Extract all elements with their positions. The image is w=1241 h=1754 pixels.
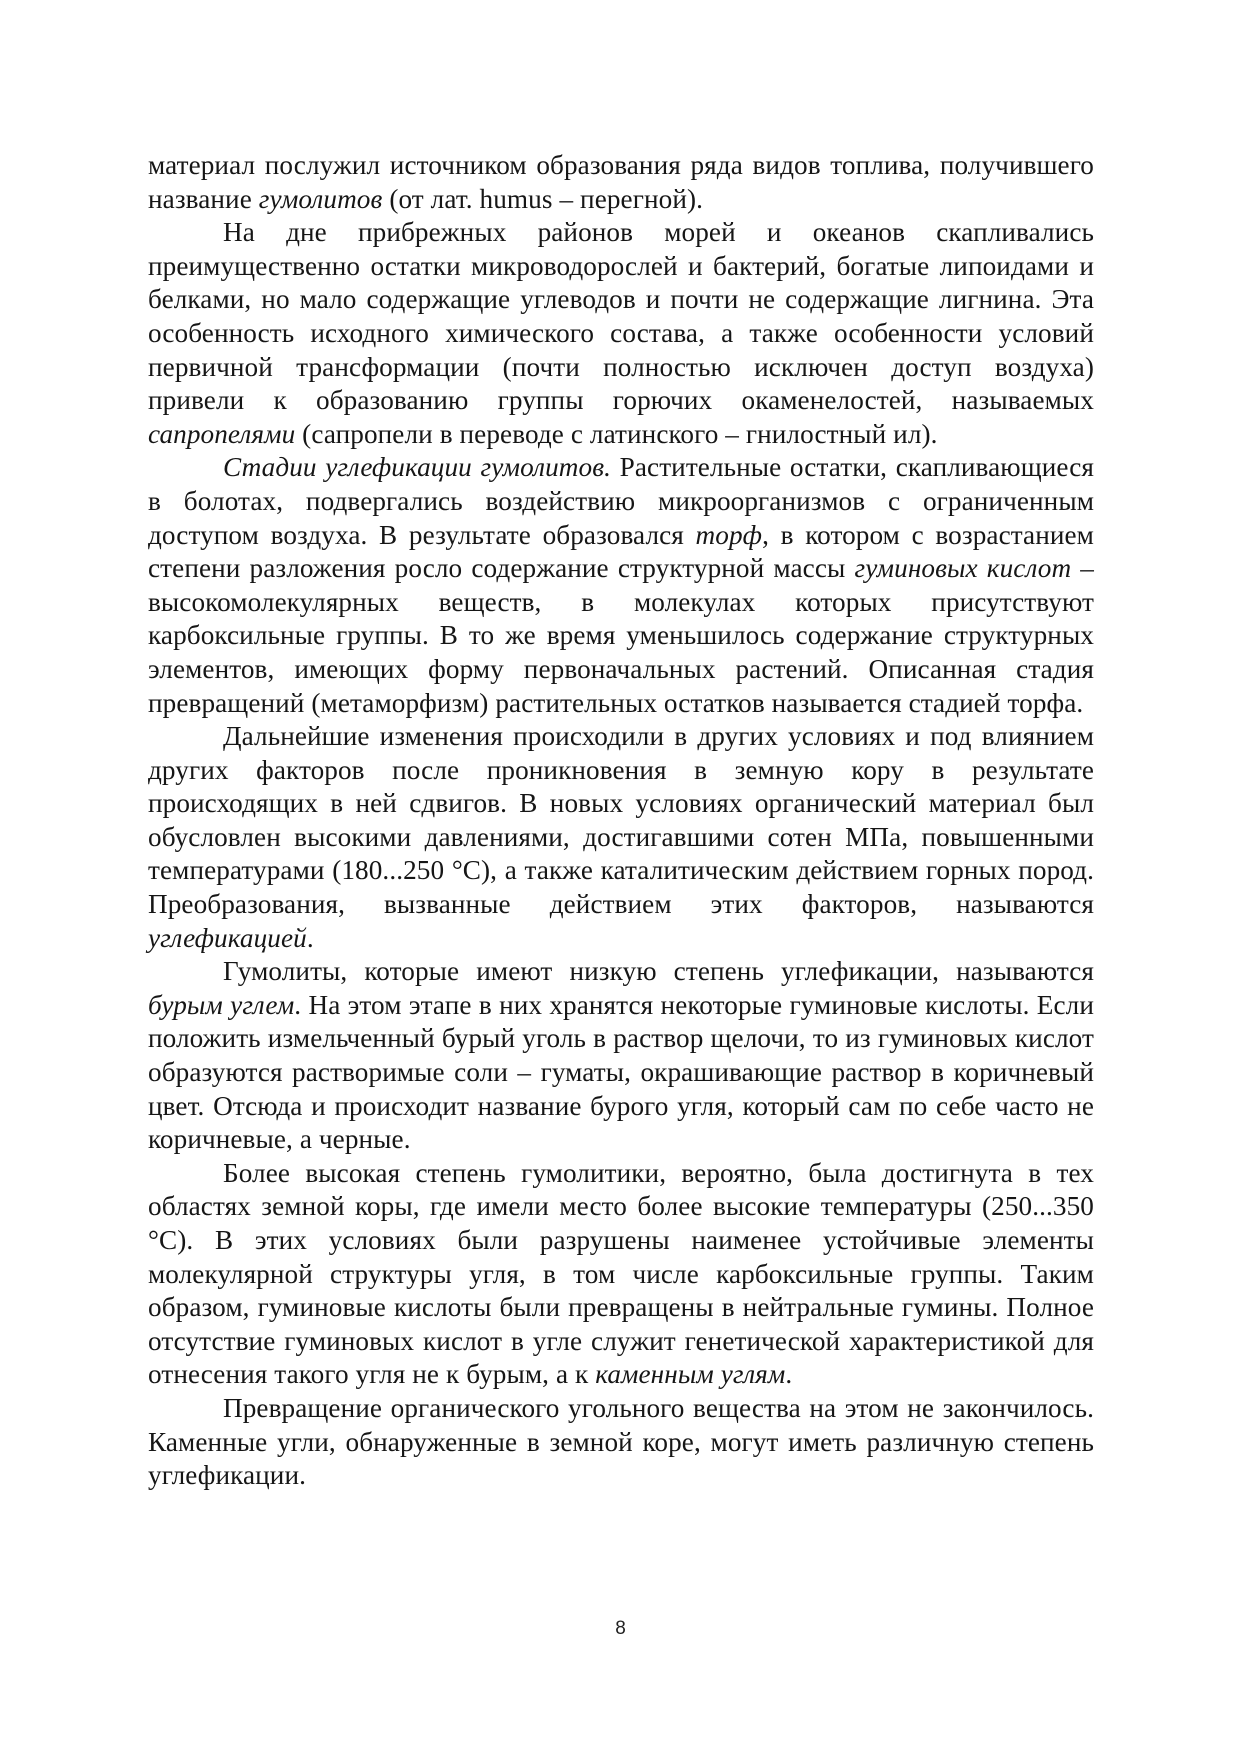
term-guminovye-kisloty: гуминовых кислот [854,553,1072,584]
body-text [148,149,1094,1493]
text-run: (от лат. humus – перегной). [382,183,704,214]
paragraph-4 [148,720,1094,955]
term-kamennye-ugli: каменным углям [595,1359,786,1390]
term-torf: торф [695,519,763,550]
term-gumolity: гумолитов [258,183,383,214]
text-run: Более высокая степень гумолитики, вероятно, была достигнута в тех областях земной коры, где имели место более высокие температуры (250...350 °С). В этих условиях были разрушены наименее устойчивые элементы молекулярной структуры угля, в том числе карбоксильные группы. Таким образом, гуминовые кислоты были превращены в нейтральные гумины. Полное отсутствие гуминовых кислот в угле служит генетической характеристикой для отнесения такого угля не к бурым, а к [148,1157,1094,1390]
text-run: На дне прибрежных районов морей и океанов скапливались преимущественно остатки микроводорослей и бактерий, богатые липоидами и белками, но мало содержащие углеводов и почти не содержащие лигнина. Эта особенность исходного химического состава, а также особенности условий первичной трансформации (почти полностью исключен доступ воздуха) привели к образованию группы горючих окаменелостей, называемых [148,217,1094,416]
text-run: материал послужил источником образования ряда видов топлива, получившего название [148,150,1094,214]
text-run: Дальнейшие изменения происходили в других условиях и под влиянием других факторов после проникновения в земную кору в результате происходящих в ней сдвигов. В новых условиях органический материал был обусловлен высокими давлениями, достигавшими сотен МПа, повышенными температурами (180...250 °С), а также каталитическим действием горных пород. Преобразования, вызванные действием этих факторов, называются [148,721,1094,920]
text-run: (сапропели в переводе с латинского – гнилостный ил). [295,418,938,449]
text-run: , в котором с возрастанием степени разложения росло содержание структурной массы [148,519,1094,584]
term-buryi-ugol: бурым углем [148,989,295,1020]
text-run: – высокомолекулярных веществ, в молекулах которых присутствуют карбоксильные группы. В то же время уменьшилось содержание структурных элементов, имеющих форму первоначальных растений. Описанная стадия превращений (метаморфизм) растительных остатков называется стадией торфа. [148,553,1094,718]
paragraph-2 [148,216,1094,451]
section-heading-inline: Стадии углефикации гумолитов. [223,452,612,483]
paragraph-7 [148,1392,1094,1493]
paragraph-1 [148,149,1094,216]
text-run: . На этом этапе в них хранятся некоторые гуминовые кислоты. Если положить измельченный бурый уголь в раствор щелочи, то из гуминовых кислот образуются растворимые соли – гуматы, окрашивающие раствор в коричневый цвет. Отсюда и происходит название бурого угля, который сам по себе часто не коричневые, а черные. [148,989,1094,1155]
text-run: . [785,1359,793,1390]
paragraph-5 [148,955,1094,1157]
text-run: Растительные остатки, скапливающиеся в болотах, подвергались воздействию микроорганизмов с ограниченным доступом воздуха. В результате образовался [148,452,1094,550]
paragraph-6 [148,1157,1094,1392]
text-run: Превращение органического угольного вещества на этом не закончилось. Каменные угли, обнаруженные в земной коре, могут иметь различную степень углефикации. [148,1392,1094,1491]
term-uglefikaciya: углефикацией [148,922,307,953]
paragraph-3 [148,451,1094,720]
text-run: . [306,922,314,953]
term-sapropeli: сапропелями [148,418,296,449]
page-number: 8 [615,1618,626,1639]
text-run: Гумолиты, которые имеют низкую степень углефикации, называются [223,956,1094,987]
